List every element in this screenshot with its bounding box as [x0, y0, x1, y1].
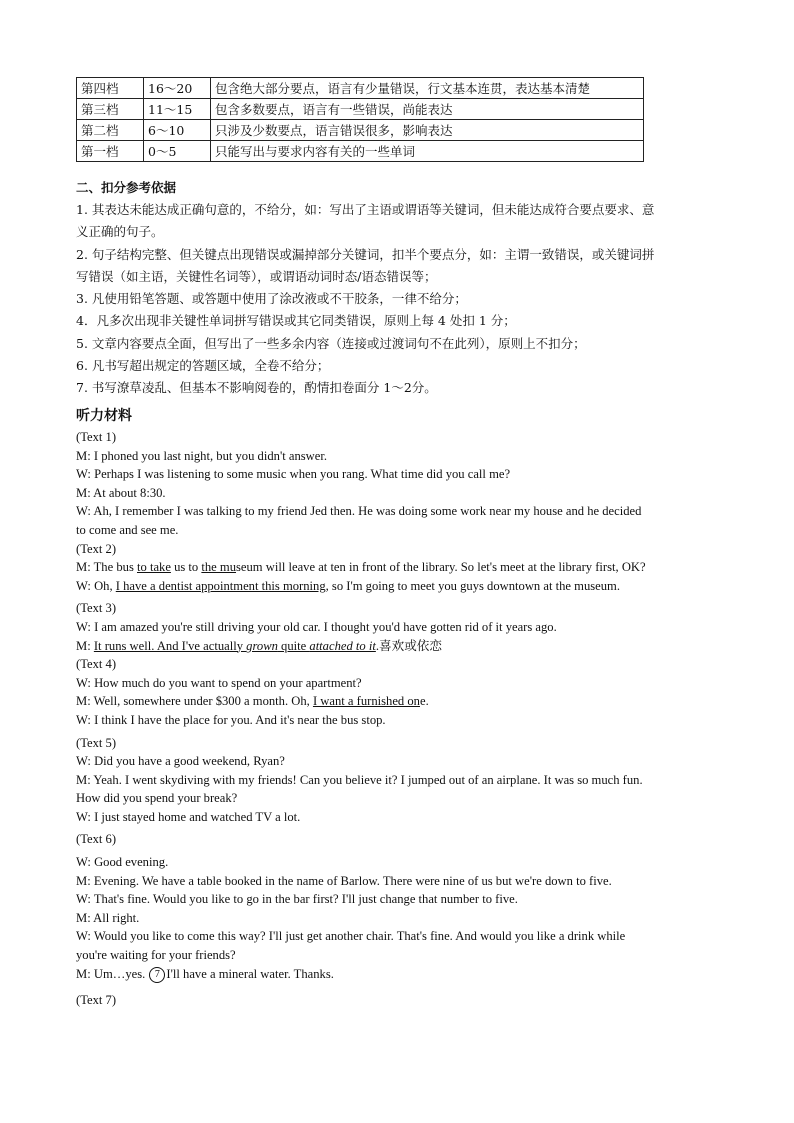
line-text: , so I'm going to meet you guys downtown at the museum.	[325, 578, 620, 593]
underlined-text: I want a furnished on	[312, 694, 420, 709]
dialogue-line: W: Ah, I remember I was talking to my friend Jed then. He was doing some work near my house and he decided	[76, 504, 642, 519]
score-range-cell: 0～5	[144, 141, 211, 162]
line-text: e.	[419, 694, 429, 709]
level-cell: 第三档	[77, 99, 144, 120]
dialogue-line: M: I phoned you last night, but you didn't answer.	[76, 448, 327, 463]
deduction-item: 7. 书写潦草凌乱、但基本不影响阅卷的，酌情扣卷面分 1～2分。	[76, 380, 437, 396]
dialogue-line	[76, 577, 719, 596]
deduction-item: 6. 凡书写超出规定的答题区域，全卷不给分；	[76, 358, 330, 374]
description-cell: 只能写出与要求内容有关的一些单词	[211, 141, 644, 162]
dialogue-line: W: I just stayed home and watched TV a lot.	[76, 809, 301, 824]
text-label: (Text 2)	[76, 541, 117, 556]
level-cell: 第二档	[77, 120, 144, 141]
dialogue-line: W: Would you like to come this way? I'll just get another chair. That's fine. And would you like a drink while	[76, 929, 626, 944]
deduction-item: 义正确的句子。	[76, 224, 164, 240]
text-label: (Text 3)	[76, 601, 117, 616]
text-label: (Text 4)	[76, 657, 117, 672]
deduction-item: 3. 凡使用铅笔答题、或答题中使用了涂改液或不干胶条，一律不给分；	[76, 291, 467, 307]
line-text: I'll have a mineral water. Thanks.	[166, 966, 334, 981]
text-label: (Text 7)	[76, 993, 117, 1008]
dialogue-line	[76, 692, 719, 711]
underlined-text: It runs well. And I've actually	[93, 638, 247, 653]
dialogue-line: M: Evening. We have a table booked in the name of Barlow. There were nine of us but we're down to five.	[76, 873, 612, 888]
deduction-item: 4．凡多次出现非关键性单词拼写错误或其它同类错误，原则上每 4 处扣 1 分；	[76, 313, 516, 329]
listening-heading: 听力材料	[76, 409, 132, 424]
line-text: W: Oh,	[76, 578, 116, 593]
deduction-item: 1. 其表达未能达成正确句意的，不给分，如：写出了主语或谓语等关键词，但未能达成符合要点要求、意	[76, 202, 655, 217]
line-text: M: The bus	[76, 560, 137, 575]
text-label: (Text 5)	[76, 735, 117, 750]
dialogue-line	[76, 965, 719, 984]
line-text: M: Um…yes.	[76, 966, 149, 981]
deduction-item: 2. 句子结构完整、但关键点出现错误或漏掉部分关键词，扣半个要点分，如：主谓一致错误，或关键词拼	[76, 246, 655, 262]
underlined-italic-text: grown	[246, 638, 278, 653]
line-text: us to	[170, 560, 202, 575]
listening-script	[76, 406, 719, 1010]
dialogue-line: M: At about 8:30.	[76, 485, 166, 500]
score-range-cell: 11～15	[144, 99, 211, 120]
dialogue-line	[76, 558, 719, 577]
text-label: (Text 6)	[76, 832, 117, 847]
table-row	[77, 141, 644, 162]
dialogue-line: M: All right.	[76, 910, 140, 925]
underlined-text: quite	[277, 638, 310, 653]
level-cell: 第四档	[77, 78, 144, 99]
circled-number: 7	[149, 967, 165, 983]
dialogue-line: W: Good evening.	[76, 855, 169, 870]
dialogue-line: you're waiting for your friends?	[76, 948, 236, 963]
underlined-italic-text: attached to it	[309, 638, 376, 653]
dialogue-line: W: I think I have the place for you. And it's near the bus stop.	[76, 712, 386, 727]
line-text: M: Well, somewhere under $300 a month. Oh,	[76, 694, 313, 709]
dialogue-line	[76, 637, 719, 656]
dialogue-line: to come and see me.	[76, 522, 179, 537]
line-text: seum will leave at ten in front of the library. So let's meet at the library first, OK?	[236, 560, 646, 575]
score-range-cell: 16～20	[144, 78, 211, 99]
underlined-text: to take	[137, 560, 171, 575]
section-heading: 二、扣分参考依据	[76, 180, 177, 195]
underlined-text: the mu	[201, 560, 237, 575]
annotation-text: .喜欢或依恋	[375, 638, 442, 653]
table-row	[77, 120, 644, 141]
dialogue-line: W: How much do you want to spend on your apartment?	[76, 675, 362, 690]
description-cell: 只涉及少数要点，语言错误很多，影响表达	[211, 120, 644, 141]
description-cell: 包含绝大部分要点，语言有少量错误，行文基本连贯，表达基本清楚	[211, 78, 644, 99]
description-cell: 包含多数要点，语言有一些错误，尚能表达	[211, 99, 644, 120]
table-row	[77, 78, 644, 99]
dialogue-line: M: Yeah. I went skydiving with my friends! Can you believe it? I jumped out of an airplane. It was so much fun.	[76, 772, 643, 787]
underlined-text: I have a dentist appointment this morning	[115, 578, 326, 593]
deduction-section	[76, 177, 719, 400]
dialogue-line: W: Perhaps I was listening to some music when you rang. What time did you call me?	[76, 467, 511, 482]
dialogue-line: W: Did you have a good weekend, Ryan?	[76, 754, 285, 769]
dialogue-line: W: That's fine. Would you like to go in the bar first? I'll just change that number to five.	[76, 892, 518, 907]
line-text: M:	[76, 638, 94, 653]
table-row	[77, 99, 644, 120]
dialogue-line: W: I am amazed you're still driving your old car. I thought you'd have gotten rid of it years ago.	[76, 619, 557, 634]
deduction-item: 5. 文章内容要点全面，但写出了一些多余内容（连接或过渡词句不在此列），原则上不扣分；	[76, 335, 586, 351]
deduction-item: 写错误（如主语，关键性名词等），或谓语动词时态/语态错误等；	[76, 268, 437, 284]
level-cell: 第一档	[77, 141, 144, 162]
text-label: (Text 1)	[76, 430, 117, 444]
dialogue-line: How did you spend your break?	[76, 791, 238, 806]
grading-table	[76, 77, 644, 162]
score-range-cell: 6～10	[144, 120, 211, 141]
